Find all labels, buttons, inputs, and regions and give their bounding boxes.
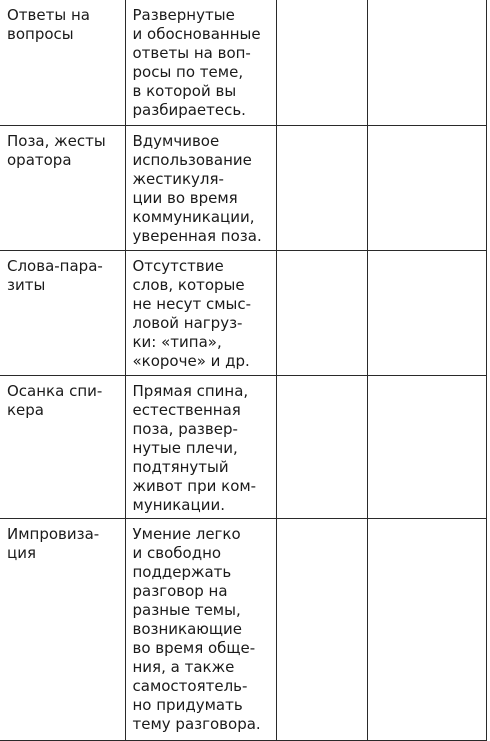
criterion-cell [0,375,125,518]
empty-cell [276,125,367,250]
description-cell [125,0,276,125]
empty-cell [367,375,486,518]
empty-cell [367,250,486,375]
description-text: Развернутые и обоснованные ответы на воп- росы по теме, в которой вы разбираетесь. [132,6,261,119]
empty-cell [276,0,367,125]
table-row [0,375,486,518]
table-row [0,0,486,125]
criterion-cell [0,518,125,740]
description-text: Вдумчивое использование жестикуля- ции во время коммуникации, уверенная поза. [132,131,262,245]
description-text: Умение легко и свободно поддержать разговор на разные темы, возникающие во время обще- ния, а также самостоятель- но придумать тему разговора. [132,524,261,733]
description-cell [125,250,276,375]
table-row [0,518,486,740]
table-row [0,250,486,375]
criterion-text: Ответы на вопросы [7,6,90,43]
empty-cell [367,125,486,250]
description-cell [125,375,276,518]
empty-cell [276,250,367,375]
empty-cell [367,0,486,125]
empty-cell [276,375,367,518]
criterion-cell [0,0,125,125]
criterion-text: Импровиза- ция [7,524,100,562]
table-row [0,125,486,250]
description-text: Прямая спина, естественная поза, развер- нутые плечи, подтянутый живот при ком- муникации. [132,381,257,514]
empty-cell [276,518,367,740]
criterion-cell [0,250,125,375]
empty-cell [367,518,486,740]
criterion-text: Слова-пара- зиты [7,256,103,294]
criterion-text: Поза, жесты оратора [7,131,106,169]
criterion-text: Осанка спи- кера [7,381,103,419]
description-cell [125,125,276,250]
criterion-cell [0,125,125,250]
description-cell [125,518,276,740]
description-text: Отсутствие слов, которые не несут смыс- ловой нагруз- ки: «типа», «короче» и др. [132,256,252,370]
